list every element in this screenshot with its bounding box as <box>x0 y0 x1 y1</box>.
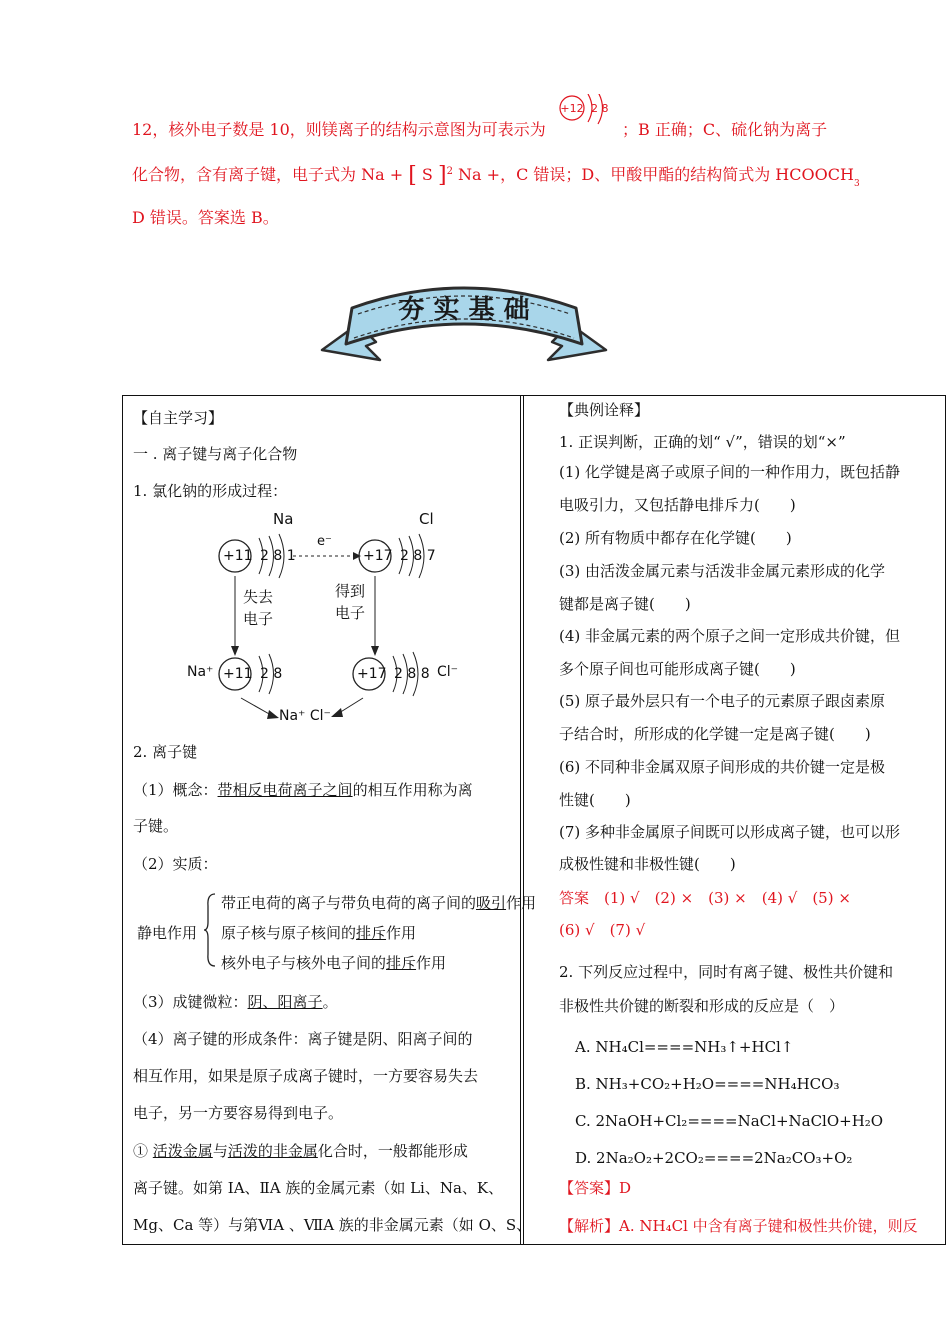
left-section-title: 【自主学习】 <box>133 409 224 427</box>
concept-underline: 带相反电荷离子之间 <box>217 781 353 799</box>
concept-rest: 的相互作用称为离 <box>352 781 473 799</box>
brace-label: 静电作用 <box>137 924 198 942</box>
q1-stem: 1. 正误判断，正确的划“ √”，错误的划“×” <box>559 433 846 451</box>
content-table <box>122 395 946 1245</box>
q1-item-7a: (7) 多种非金属原子间既可以形成离子键，也可以形 <box>559 823 901 841</box>
rule-and: 与 <box>212 1142 228 1160</box>
concept-line-1 <box>133 780 473 800</box>
q1-item-7b: 成极性键和非极性键( ) <box>559 855 736 873</box>
rule-line-3: Mg、Ca 等）与第ⅥA 、ⅦA 族的非金属元素（如 O、S、 <box>133 1216 532 1234</box>
cl-ion-nucleus: +17 <box>357 666 387 682</box>
intro-line-3: D 错误。答案选 B。 <box>132 208 279 227</box>
q1-item-6a: (6) 不同种非金属双原子间形成的共价键一定是极 <box>559 758 886 776</box>
brace-item-3-u: 排斥 <box>386 954 417 972</box>
nacl-product: Na⁺ Cl⁻ <box>279 708 331 724</box>
particles-label: （3）成键微粒： <box>133 993 248 1011</box>
electron-label: e⁻ <box>317 534 332 549</box>
q1-item-5b: 子结合时，所形成的化学键一定是离子键( ) <box>559 725 871 743</box>
q2-stem-1: 2. 下列反应过程中，同时有离子键、极性共价键和 <box>559 963 894 981</box>
sulfide-charge: 2 <box>446 166 453 177</box>
q2-option-a: A. NH₄Cl====NH₃↑+HCl↑ <box>575 1038 794 1056</box>
condition-line-3: 电子，另一方要容易得到电子。 <box>133 1104 344 1122</box>
rule-active-metal: 活泼金属 <box>152 1142 213 1160</box>
column-divider-inner <box>523 396 524 1244</box>
q1-item-4b: 多个原子间也可能形成离子键( ) <box>559 660 796 678</box>
diagram-graphics <box>183 508 483 733</box>
rule-rest: 化合时，一般都能形成 <box>317 1142 468 1160</box>
rule-marker: ① <box>133 1142 149 1160</box>
methyl-subscript: 3 <box>853 179 860 189</box>
brace-item-1-u: 吸引 <box>476 894 507 912</box>
brace-item-3-a: 核外电子与核外电子间的 <box>221 954 387 972</box>
brace-item-1 <box>221 892 536 913</box>
q1-item-1a: (1) 化学键是离子或原子间的一种作用力，既包括静 <box>559 463 901 481</box>
particles-underline: 阴、阳离子 <box>247 993 323 1011</box>
q2-stem-2: 非极性共价键的断裂和形成的反应是（ ） <box>559 997 845 1015</box>
sulfide-symbol: S <box>421 165 433 184</box>
particles-line <box>133 992 338 1012</box>
mg-shells: 2 8 <box>591 102 609 115</box>
cl-shells: 2 8 7 <box>400 548 436 564</box>
q1-item-2: (2) 所有物质中都存在化学键( ) <box>559 529 792 547</box>
rule-line-2: 离子键。如第 IA、ⅡA 族的金属元素（如 Li、Na、K、 <box>133 1179 504 1197</box>
cl-nucleus: +17 <box>363 548 393 564</box>
particles-end: 。 <box>322 993 338 1011</box>
gain-electron-label-2: 电子 <box>335 604 366 622</box>
na-label: Na <box>273 510 294 528</box>
item-ionic-bond: 2. 离子键 <box>133 743 198 761</box>
condition-line-2: 相互作用，如果是原子成离子键时，一方要容易失去 <box>133 1067 479 1085</box>
brace-item-2-u: 排斥 <box>356 924 387 942</box>
q2-option-c: C. 2NaOH+Cl₂====NaCl+NaClO+H₂O <box>575 1112 884 1130</box>
rule-active-nonmetal: 活泼的非金属 <box>227 1142 318 1160</box>
brace-item-2-a: 原子核与原子核间的 <box>221 924 357 942</box>
banner-title: 夯 实 基 础 <box>398 295 530 325</box>
gain-electron-label-1: 得到 <box>335 582 366 600</box>
na-ion-nucleus: +11 <box>223 666 253 682</box>
nacl-formation-diagram <box>183 508 483 733</box>
essence-label: （2）实质： <box>133 855 218 873</box>
brace-icon <box>203 892 217 968</box>
q1-answer-line-2: (6) √ (7) √ <box>559 921 646 939</box>
cl-ion-label: Cl⁻ <box>437 664 459 680</box>
brace-item-2-b: 作用 <box>386 924 417 942</box>
na-ion-shells: 2 8 <box>260 666 283 682</box>
q1-item-5a: (5) 原子最外层只有一个电子的元素原子跟卤素原 <box>559 692 886 710</box>
lose-electron-label-2: 电子 <box>243 610 274 628</box>
brace-item-3-b: 作用 <box>416 954 447 972</box>
concept-label: （1）概念： <box>133 781 218 799</box>
q1-item-3b: 键都是离子键( ) <box>559 595 691 613</box>
item-nacl-formation: 1. 氯化钠的形成过程： <box>133 482 288 500</box>
brace-item-1-b: 作用 <box>506 894 537 912</box>
section-banner <box>318 272 610 372</box>
q1-item-1b: 电吸引力，又包括静电排斥力( ) <box>559 496 796 514</box>
intro-line-2-a: 化合物，含有离子键，电子式为 Na + <box>132 165 404 184</box>
q2-option-b: B. NH₃+CO₂+H₂O====NH₄HCO₃ <box>575 1075 840 1093</box>
na-ion-label: Na⁺ <box>187 664 214 680</box>
intro-line-1-b: ；B 正确；C、硫化钠为离子 <box>622 120 828 139</box>
rule-line-1 <box>133 1141 468 1161</box>
q1-answer-line-1: 答案 (1) √ (2) × (3) × (4) √ (5) × <box>559 889 851 907</box>
column-divider <box>520 396 521 1244</box>
condition-line-1: （4）离子键的形成条件：离子键是阴、阳离子间的 <box>133 1030 473 1048</box>
intro-line-2-b: Na +，C 错误；D、甲酸甲酯的结构简式为 HCOOCH <box>458 165 854 184</box>
q1-item-3a: (3) 由活泼金属元素与活泼非金属元素形成的化学 <box>559 562 886 580</box>
cl-ion-shells: 2 8 8 <box>394 666 430 682</box>
na-nucleus: +11 <box>223 548 253 564</box>
mg-nucleus: +12 <box>560 102 584 115</box>
lose-electron-label-1: 失去 <box>243 588 274 606</box>
brace-item-3 <box>221 952 446 973</box>
right-section-title: 【典例诠释】 <box>559 401 650 419</box>
na-shells: 2 8 1 <box>260 548 296 564</box>
concept-line-2: 子键。 <box>133 817 179 835</box>
q2-option-d: D. 2Na₂O₂+2CO₂====2Na₂CO₃+O₂ <box>575 1149 853 1167</box>
brace-item-2 <box>221 922 416 943</box>
intro-line-1-a: 12，核外电子数是 10，则镁离子的结构示意图为可表示为 <box>132 120 546 139</box>
intro-line-1 <box>132 119 546 141</box>
heading-ionic-bond: 一 . 离子键与离子化合物 <box>133 445 298 463</box>
q2-explanation: 【解析】A. NH₄Cl 中含有离子键和极性共价键，则反 <box>559 1217 918 1235</box>
mg-ion-diagram <box>554 94 616 134</box>
q1-item-4a: (4) 非金属元素的两个原子之间一定形成共价键，但 <box>559 627 901 645</box>
intro-line-2: 化合物，含有离子键，电子式为 Na + [ S ]$^2$ Na +，C 错误；D、甲酸甲酯的结构简式为 $HCOOCH_3$ <box>132 163 860 189</box>
q1-item-6b: 性键( ) <box>559 791 631 809</box>
brace-item-1-a: 带正电荷的离子与带负电荷的离子间的 <box>221 894 477 912</box>
q2-answer: 【答案】D <box>559 1179 632 1197</box>
cl-label: Cl <box>419 510 434 528</box>
